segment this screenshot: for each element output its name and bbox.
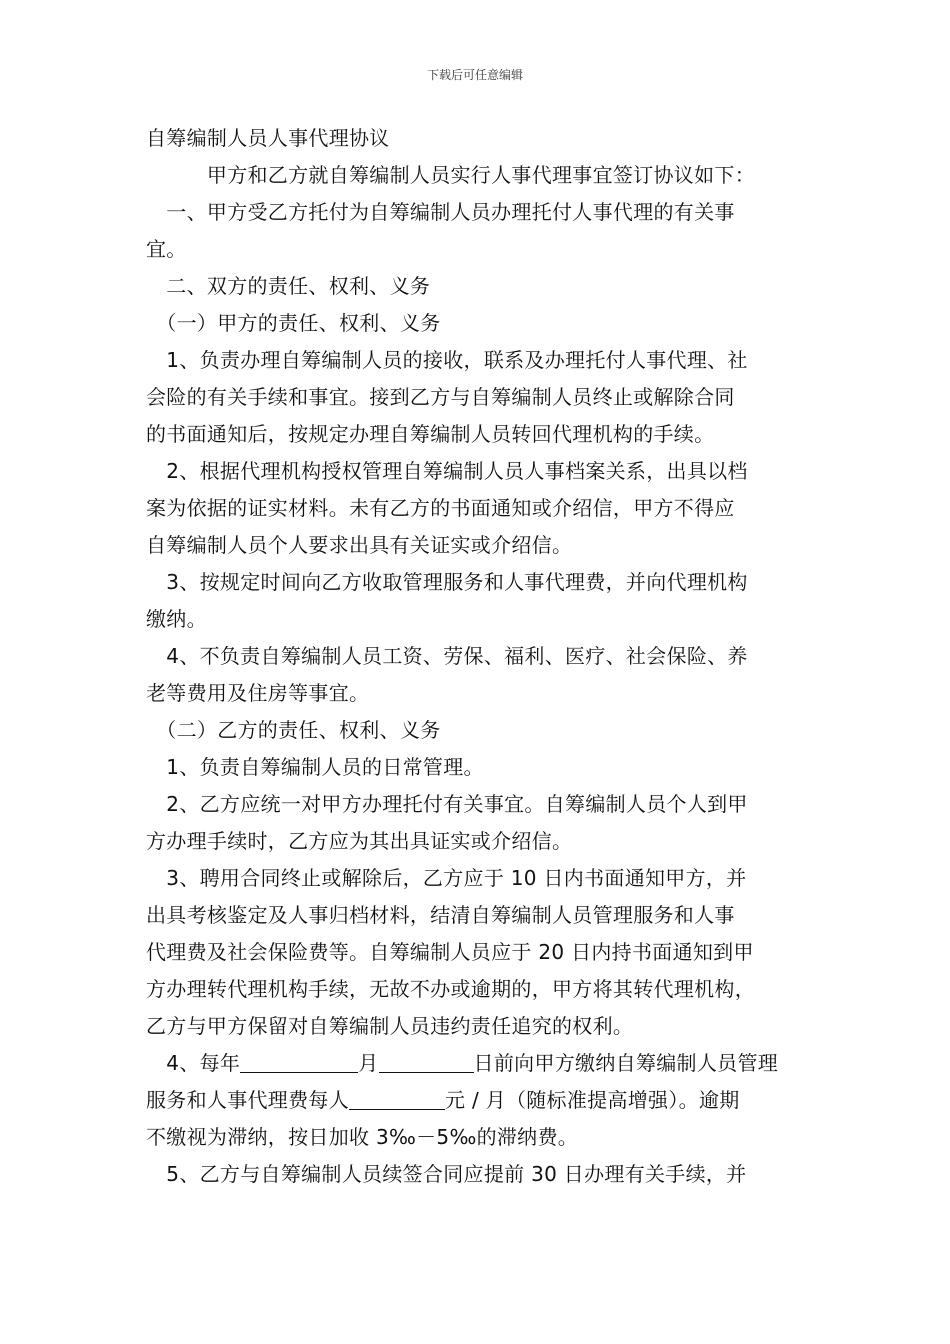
party-a-item-1-line-3: 的书面通知后，按规定办理自筹编制人员转回代理机构的手续。 — [146, 422, 715, 446]
party-a-item-2-line-2: 案为依据的证实材料。未有乙方的书面通知或介绍信，甲方不得应 — [146, 496, 735, 520]
party-b-item-3-line-2: 出具考核鉴定及人事归档材料，结清自筹编制人员管理服务和人事 — [146, 903, 735, 927]
month-blank[interactable] — [240, 1050, 358, 1073]
fee-clause-text-2: 月 — [358, 1051, 379, 1075]
party-b-item-3-line-1: 3、聘用合同终止或解除后，乙方应于 10 日内书面通知甲方，并 — [146, 866, 747, 890]
party-b-item-4-line-2 — [146, 1082, 814, 1119]
section-2-heading: 二、双方的责任、权利、义务 — [146, 274, 431, 298]
day-blank[interactable] — [379, 1050, 474, 1073]
party-b-item-4-line-1 — [146, 1045, 814, 1082]
party-a-item-2-line-3: 自筹编制人员个人要求出具有关证实或介绍信。 — [146, 533, 573, 557]
clause-1-line-2: 宜。 — [146, 237, 187, 261]
party-a-item-2-line-1: 2、根据代理机构授权管理自筹编制人员人事档案关系，出具以档 — [146, 459, 748, 483]
party-a-item-4-line-1: 4、不负责自筹编制人员工资、劳保、福利、医疗、社会保险、养 — [146, 644, 748, 668]
party-b-item-3-line-4: 方办理转代理机构手续，无故不办或逾期的，甲方将其转代理机构， — [146, 977, 755, 1001]
party-a-item-1-line-1: 1、负责办理自筹编制人员的接收，联系及办理托付人事代理、社 — [146, 348, 748, 372]
fee-clause-text-1: 4、每年 — [146, 1051, 241, 1075]
document-title: 自筹编制人员人事代理协议 — [146, 126, 390, 150]
fee-clause-text-5: 元 / 月（随标准提高增强）。逾期 — [445, 1088, 740, 1112]
fee-clause-text-4: 服务和人事代理费每人 — [146, 1088, 349, 1112]
agreement-body — [146, 120, 814, 1193]
clause-1-line-1: 一、甲方受乙方托付为自筹编制人员办理托付人事代理的有关事 — [146, 200, 735, 224]
header-note: 下载后可任意编辑 — [426, 68, 523, 82]
party-b-item-2-line-1: 2、乙方应统一对甲方办理托付有关事宜。自筹编制人员个人到甲 — [146, 792, 748, 816]
party-b-item-1: 1、负责自筹编制人员的日常管理。 — [146, 755, 484, 779]
party-b-item-3-line-5: 乙方与甲方保留对自筹编制人员违约责任追究的权利。 — [146, 1014, 634, 1038]
party-b-item-3-line-3: 代理费及社会保险费等。自筹编制人员应于 20 日内持书面通知到甲 — [146, 940, 754, 964]
fee-clause-text-3: 日前向甲方缴纳自筹编制人员管理 — [473, 1051, 779, 1075]
party-b-item-4-line-3: 不缴视为滞纳，按日加收 3‰－5‰的滞纳费。 — [146, 1125, 579, 1149]
party-b-item-5-line-1: 5、乙方与自筹编制人员续签合同应提前 30 日办理有关手续，并 — [146, 1162, 747, 1186]
party-a-item-4-line-2: 老等费用及住房等事宜。 — [146, 681, 370, 705]
party-a-item-3-line-2: 缴纳。 — [146, 607, 207, 631]
intro-paragraph: 甲方和乙方就自筹编制人员实行人事代理事宜签订协议如下： — [146, 163, 755, 187]
subsection-b-heading: （二）乙方的责任、权利、义务 — [146, 718, 441, 742]
party-a-item-1-line-2: 会险的有关手续和事宜。接到乙方与自筹编制人员终止或解除合同 — [146, 385, 735, 409]
party-b-item-2-line-2: 方办理手续时，乙方应为其出具证实或介绍信。 — [146, 829, 573, 853]
party-a-item-3-line-1: 3、按规定时间向乙方收取管理服务和人事代理费，并向代理机构 — [146, 570, 748, 594]
subsection-a-heading: （一）甲方的责任、权利、义务 — [146, 311, 441, 335]
fee-amount-blank[interactable] — [349, 1087, 445, 1110]
